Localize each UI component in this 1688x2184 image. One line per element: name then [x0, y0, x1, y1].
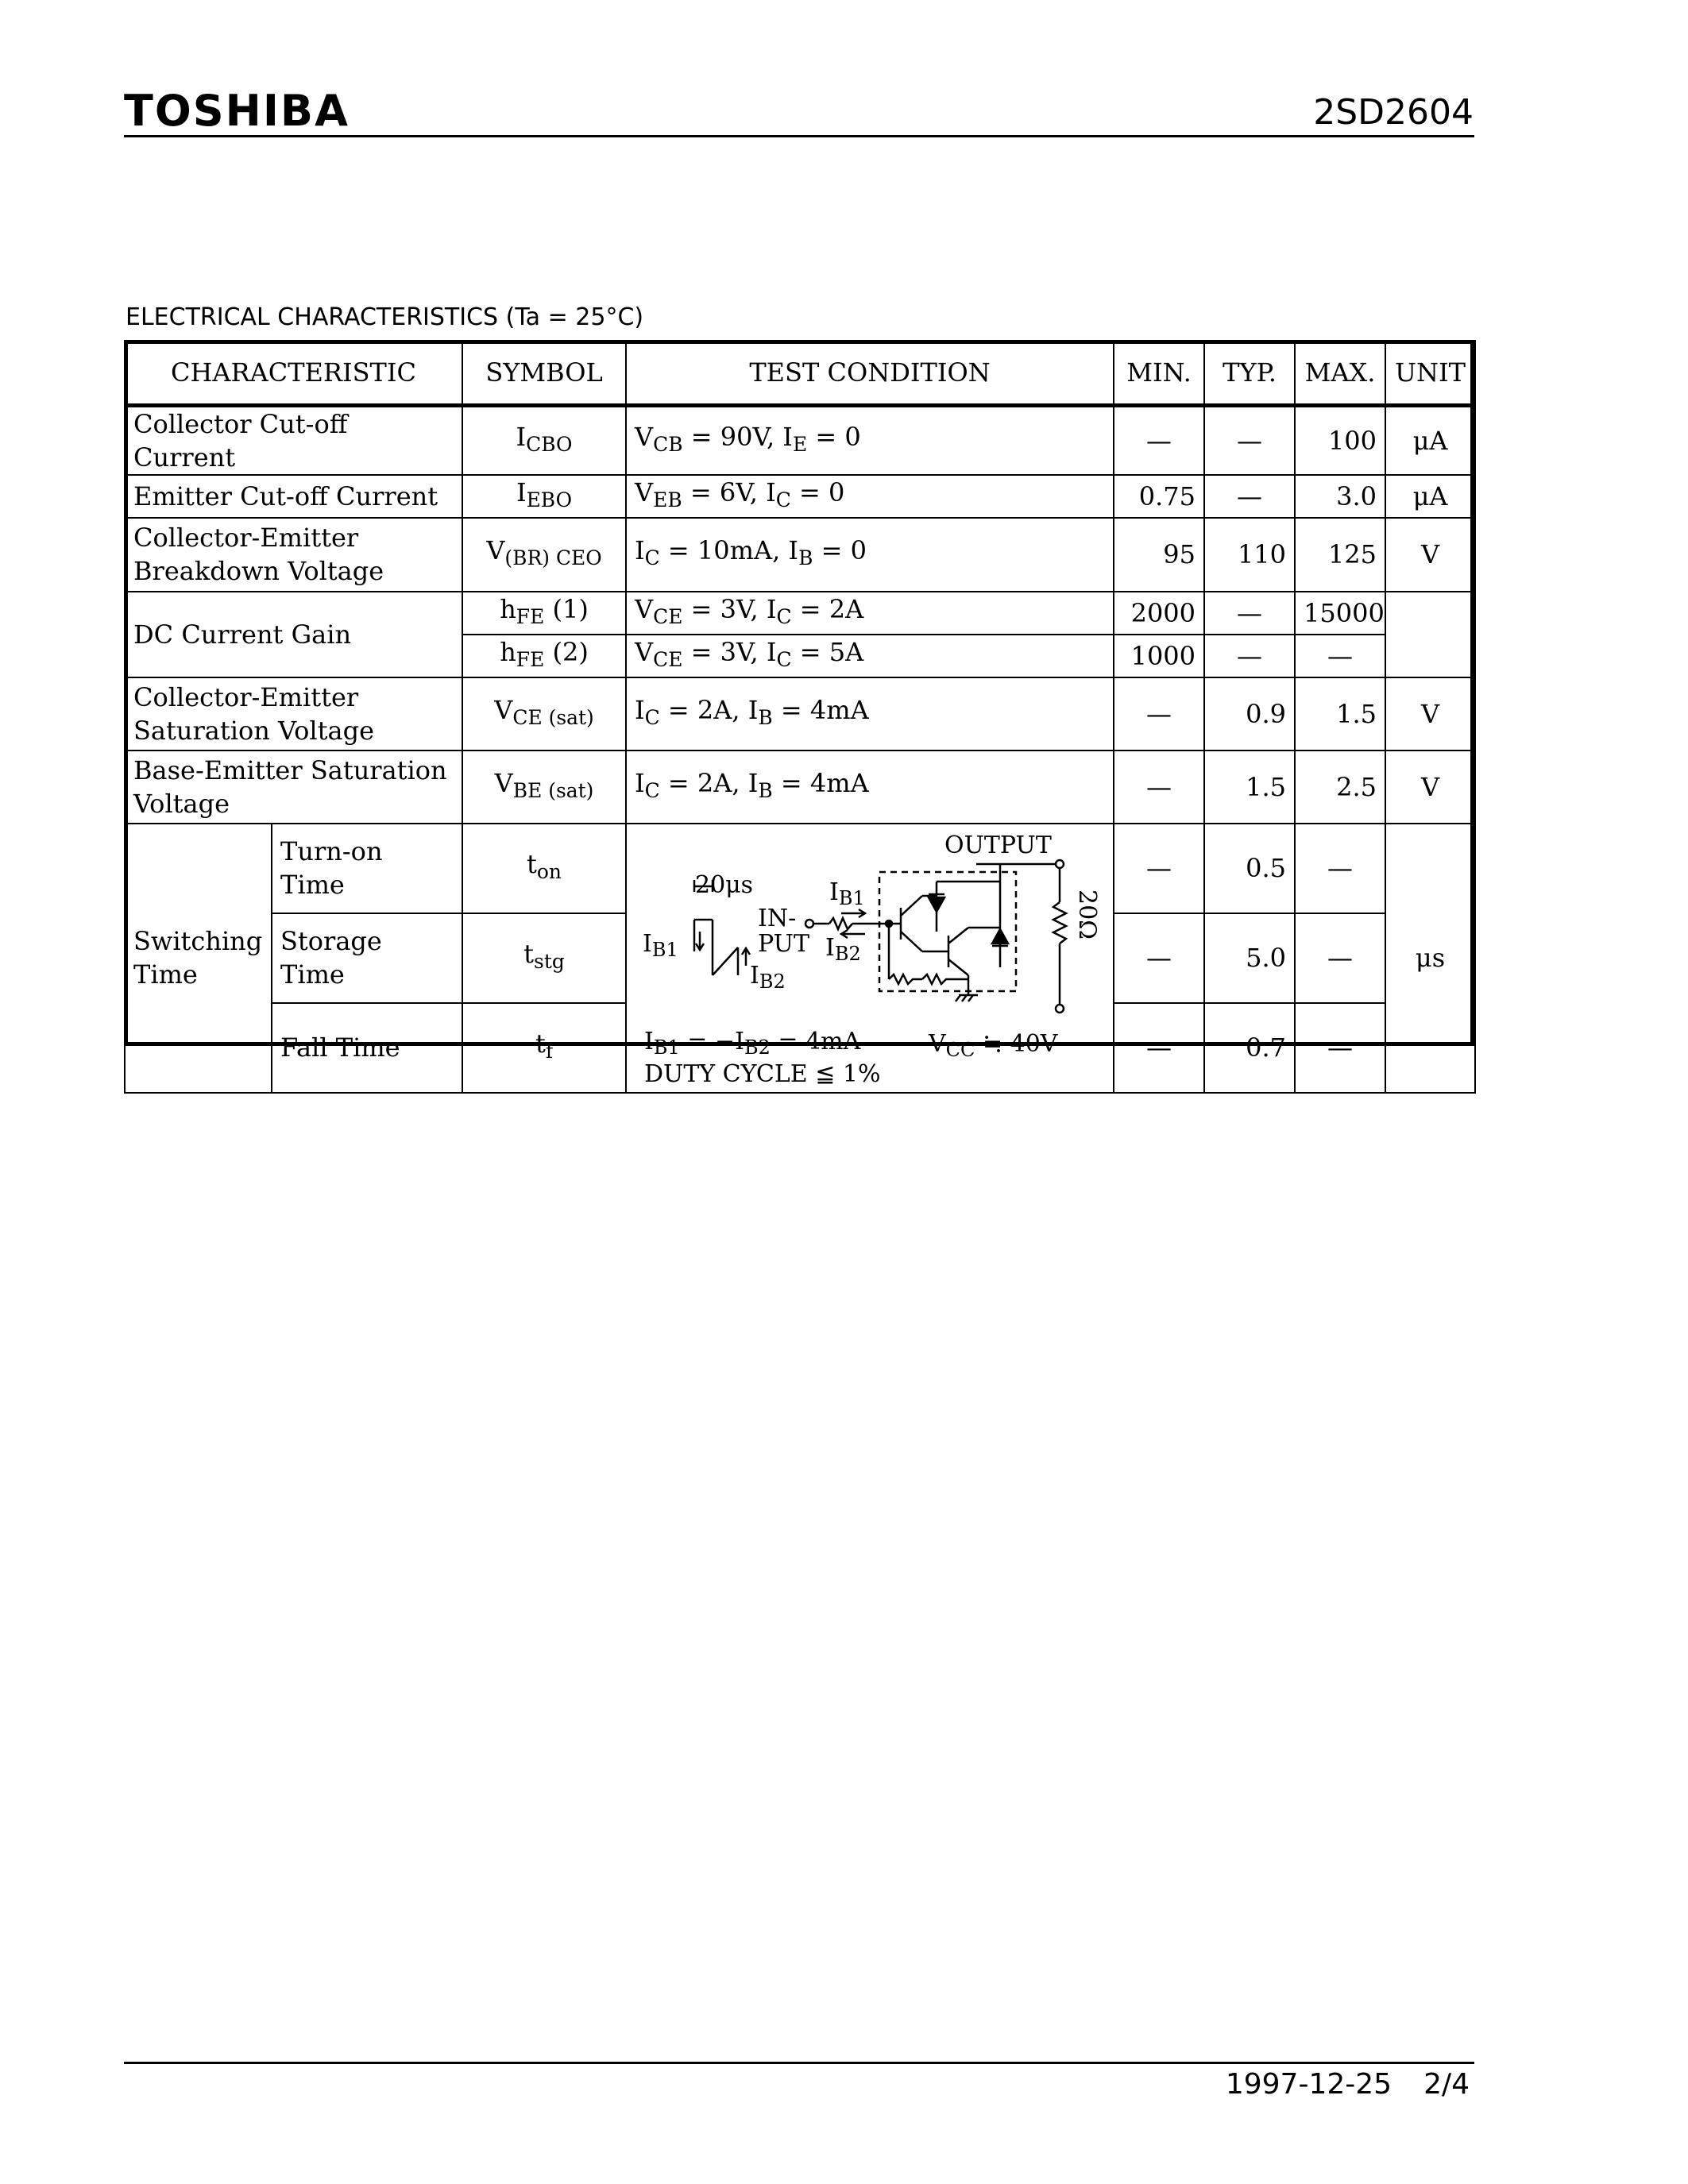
circuit-ib2-label: $I_{B2}$	[825, 933, 861, 965]
max-cell: 15000	[1295, 592, 1385, 635]
condition-cell: $I_C = 2A$, $I_B = 4mA$	[626, 751, 1114, 824]
circuit-input-label-1: IN-	[758, 904, 797, 932]
circuit-pulse-width: 20μs	[695, 870, 754, 899]
condition-cell: $V_{CE} = 3V$, $I_C = 2A$	[626, 592, 1114, 635]
min-cell: —	[1114, 751, 1204, 824]
max-cell: 3.0	[1295, 475, 1385, 518]
max-cell: —	[1295, 1003, 1385, 1093]
min-cell: 0.75	[1114, 475, 1204, 518]
typ-cell: —	[1204, 592, 1295, 635]
circuit-pulse-ib1-label: $I_{B1}$	[643, 929, 678, 961]
max-cell: 1.5	[1295, 677, 1385, 751]
circuit-vcc-condition: $V_{CC}$ ≒ 40V	[929, 1029, 1058, 1061]
max-cell: 100	[1295, 406, 1385, 476]
condition-cell: $I_C = 2A$, $I_B = 4mA$	[626, 677, 1114, 751]
subcharacteristic-cell: Storage Time	[272, 913, 462, 1003]
circuit-pulse-ib2-label: $I_{B2}$	[750, 961, 786, 993]
switching-test-circuit	[626, 824, 1114, 1093]
typ-cell: —	[1204, 406, 1295, 476]
footer-rule	[124, 2062, 1474, 2064]
header-rule	[124, 135, 1474, 137]
circuit-duty-cycle: DUTY CYCLE ≦ 1%	[644, 1059, 881, 1088]
typ-cell: 5.0	[1204, 913, 1295, 1003]
typ-cell: 110	[1204, 518, 1295, 592]
symbol-cell: $h_{FE}$ (1)	[462, 592, 626, 635]
unit-cell: μA	[1385, 475, 1475, 518]
unit-cell: μA	[1385, 406, 1475, 476]
header-characteristic: CHARACTERISTIC	[125, 341, 462, 406]
symbol-cell: $I_{CBO}$	[462, 406, 626, 476]
circuit-output-label: OUTPUT	[944, 831, 1052, 859]
min-cell: —	[1114, 406, 1204, 476]
table-header-row	[125, 341, 1475, 406]
condition-cell: $V_{CB} = 90V$, $I_E = 0$	[626, 406, 1114, 476]
symbol-cell: $h_{FE}$ (2)	[462, 635, 626, 677]
typ-cell: 0.7	[1204, 1003, 1295, 1093]
unit-cell: V	[1385, 677, 1475, 751]
symbol-cell: $t_f$	[462, 1003, 626, 1093]
table-row-vbr	[125, 518, 1475, 592]
circuit-ib1-label: $I_{B1}$	[829, 878, 865, 909]
symbol-cell: $V_{CE (sat)}$	[462, 677, 626, 751]
subcharacteristic-cell: Turn-on Time	[272, 824, 462, 913]
characteristic-cell: DC Current Gain	[125, 592, 462, 677]
footer-page: 2/4	[1423, 2068, 1470, 2101]
header-unit: UNIT	[1385, 341, 1475, 406]
max-cell: 2.5	[1295, 751, 1385, 824]
brand-logo: TOSHIBA	[124, 86, 350, 136]
min-cell: —	[1114, 1003, 1204, 1093]
condition-cell: $V_{CE} = 3V$, $I_C = 5A$	[626, 635, 1114, 677]
unit-cell: μs	[1385, 824, 1475, 1093]
table-row-icbo	[125, 406, 1475, 476]
characteristic-cell: Emitter Cut-off Current	[125, 475, 462, 518]
typ-cell: —	[1204, 475, 1295, 518]
min-cell: —	[1114, 677, 1204, 751]
header-symbol: SYMBOL	[462, 341, 626, 406]
typ-cell: —	[1204, 635, 1295, 677]
footer-date: 1997-12-25	[1225, 2068, 1393, 2101]
typ-cell: 0.9	[1204, 677, 1295, 751]
characteristic-cell: Collector-Emitter Breakdown Voltage	[125, 518, 462, 592]
symbol-cell: $I_{EBO}$	[462, 475, 626, 518]
symbol-cell: $t_{stg}$	[462, 913, 626, 1003]
subcharacteristic-cell: Fall Time	[272, 1003, 462, 1093]
footer	[1194, 2066, 1470, 2103]
header-min: MIN.	[1114, 341, 1204, 406]
header-test-condition: TEST CONDITION	[626, 341, 1114, 406]
characteristic-cell: Collector Cut-off Current	[125, 406, 462, 476]
table-row-iebo	[125, 475, 1475, 518]
section-title: ELECTRICAL CHARACTERISTICS (Ta = 25°C)	[126, 303, 644, 331]
min-cell: 95	[1114, 518, 1204, 592]
max-cell: —	[1295, 913, 1385, 1003]
switching-time-label: Switching Time	[125, 824, 272, 1093]
symbol-cell: $V_{BE (sat)}$	[462, 751, 626, 824]
unit-cell: V	[1385, 751, 1475, 824]
min-cell: —	[1114, 824, 1204, 913]
electrical-characteristics-table	[124, 340, 1476, 1094]
unit-cell	[1385, 592, 1475, 677]
header-typ: TYP.	[1204, 341, 1295, 406]
condition-cell: $V_{EB} = 6V$, $I_C = 0$	[626, 475, 1114, 518]
typ-cell: 1.5	[1204, 751, 1295, 824]
table-row-hfe1	[125, 592, 1475, 635]
characteristic-cell: Collector-Emitter Saturation Voltage	[125, 677, 462, 751]
min-cell: 2000	[1114, 592, 1204, 635]
symbol-cell: $t_{on}$	[462, 824, 626, 913]
header-max: MAX.	[1295, 341, 1385, 406]
circuit-resistor-label: 20Ω	[1073, 889, 1102, 940]
condition-cell: $I_C = 10mA$, $I_B = 0$	[626, 518, 1114, 592]
circuit-input-label-2: PUT	[758, 929, 809, 958]
characteristic-cell: Base-Emitter Saturation Voltage	[125, 751, 462, 824]
table-row-vbesat	[125, 751, 1475, 824]
max-cell: —	[1295, 824, 1385, 913]
test-circuit-diagram	[627, 824, 1114, 1094]
symbol-cell: $V_{(BR) CEO}$	[462, 518, 626, 592]
max-cell: —	[1295, 635, 1385, 677]
part-number: 2SD2604	[1313, 92, 1474, 133]
min-cell: 1000	[1114, 635, 1204, 677]
circuit-current-condition: $I_{B1} = -I_{B2} = 4mA$	[644, 1027, 861, 1059]
unit-cell: V	[1385, 518, 1475, 592]
table-row-ton	[125, 824, 1475, 913]
typ-cell: 0.5	[1204, 824, 1295, 913]
max-cell: 125	[1295, 518, 1385, 592]
min-cell: —	[1114, 913, 1204, 1003]
table-row-vcesat	[125, 677, 1475, 751]
